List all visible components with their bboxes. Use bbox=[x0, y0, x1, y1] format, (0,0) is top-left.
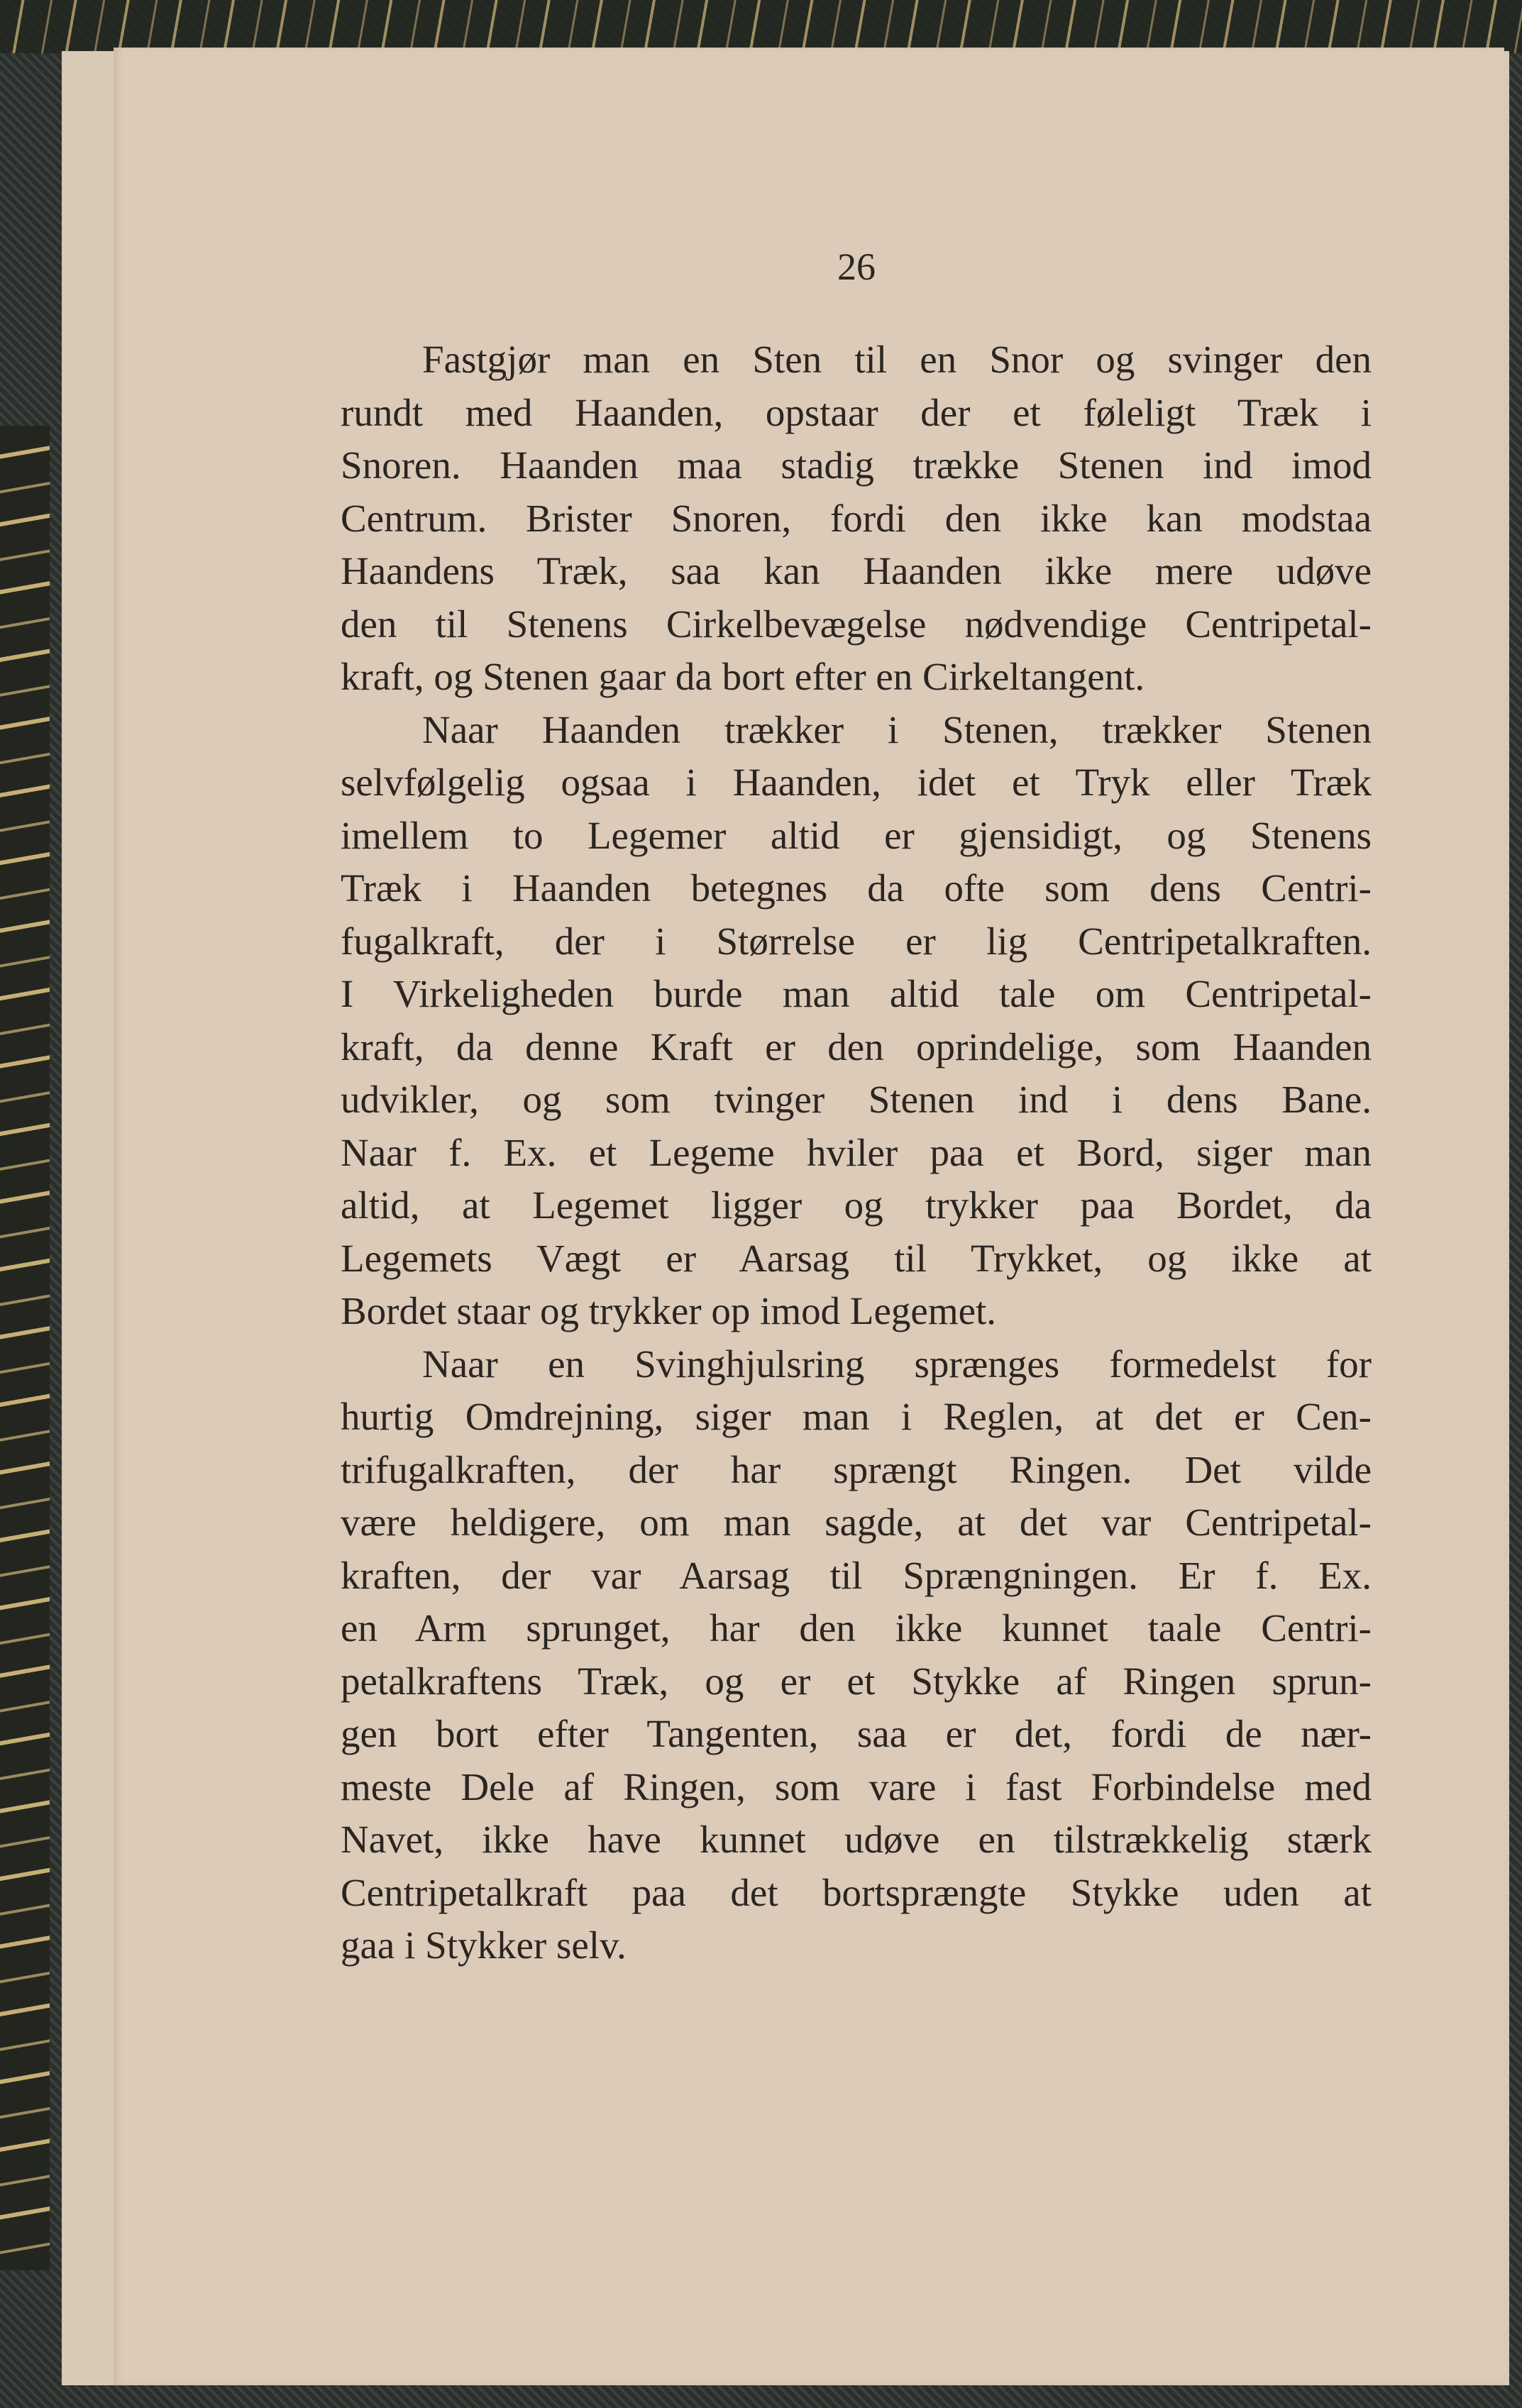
body-text bbox=[341, 333, 1372, 1972]
text-line: trifugalkraften, der har sprængt Ringen. Det vilde bbox=[341, 1447, 1372, 1491]
text-line: selvfølgelig ogsaa i Haanden, idet et Tryk eller Træk bbox=[341, 761, 1372, 804]
text-line: Centripetalkraft paa det bortsprængte Stykke uden at bbox=[341, 1870, 1372, 1914]
text-line: Træk i Haanden betegnes da ofte som dens Centri- bbox=[341, 866, 1372, 910]
text-line: fugalkraft, der i Størrelse er lig Centripetalkraften. bbox=[341, 919, 1372, 963]
text-line: rundt med Haanden, opstaar der et føleligt Træk i bbox=[341, 390, 1372, 434]
text-line: I Virkeligheden burde man altid tale om Centripetal- bbox=[341, 972, 1372, 1015]
text-line: altid, at Legemet ligger og trykker paa Bordet, da bbox=[341, 1183, 1372, 1227]
text-line: gen bort efter Tangenten, saa er det, fordi de nær- bbox=[341, 1712, 1372, 1755]
text-line: Legemets Vægt er Aarsag til Trykket, og ikke at bbox=[341, 1236, 1372, 1280]
text-line: hurtig Omdrejning, siger man i Reglen, at det er Cen- bbox=[341, 1395, 1372, 1438]
text-line: petalkraftens Træk, og er et Stykke af Ringen sprun- bbox=[341, 1659, 1372, 1703]
text-line: kraften, der var Aarsag til Sprængningen. Er f. Ex. bbox=[341, 1553, 1372, 1597]
marbled-edge-top bbox=[0, 0, 1522, 53]
text-line: imellem to Legemer altid er gjensidigt, og Stenens bbox=[341, 813, 1372, 857]
text-line: Centrum. Brister Snoren, fordi den ikke kan modstaa bbox=[341, 496, 1372, 540]
marbled-edge-left bbox=[0, 426, 50, 2270]
text-line: meste Dele af Ringen, som vare i fast Forbindelse med bbox=[341, 1764, 1372, 1808]
text-line: være heldigere, om man sagde, at det var Centripetal- bbox=[341, 1501, 1372, 1544]
text-line: Snoren. Haanden maa stadig trække Stenen ind imod bbox=[341, 443, 1372, 487]
text-line: Naar en Svinghjulsring sprænges formedelst for bbox=[422, 1342, 1372, 1386]
text-line: kraft, da denne Kraft er den oprindelige, som Haanden bbox=[341, 1024, 1372, 1068]
text-line: Naar f. Ex. et Legeme hviler paa et Bord, siger man bbox=[341, 1130, 1372, 1174]
text-line: gaa i Stykker selv. bbox=[341, 1923, 627, 1967]
text-line: kraft, og Stenen gaar da bort efter en Cirkeltangent. bbox=[341, 655, 1145, 698]
page-number: 26 bbox=[837, 245, 876, 288]
text-line: en Arm sprunget, har den ikke kunnet taale Centri- bbox=[341, 1606, 1372, 1650]
text-line: Haandens Træk, saa kan Haanden ikke mere udøve bbox=[341, 549, 1372, 592]
text-line: Fastgjør man en Sten til en Snor og svinger den bbox=[422, 338, 1372, 381]
text-line: Bordet staar og trykker op imod Legemet. bbox=[341, 1289, 997, 1332]
text-line: Navet, ikke have kunnet udøve en tilstrækkelig stærk bbox=[341, 1818, 1372, 1861]
text-line: udvikler, og som tvinger Stenen ind i dens Bane. bbox=[341, 1078, 1372, 1121]
text-line: den til Stenens Cirkelbevægelse nødvendige Centripetal- bbox=[341, 602, 1372, 646]
text-line: Naar Haanden trækker i Stenen, trækker Stenen bbox=[422, 707, 1372, 751]
